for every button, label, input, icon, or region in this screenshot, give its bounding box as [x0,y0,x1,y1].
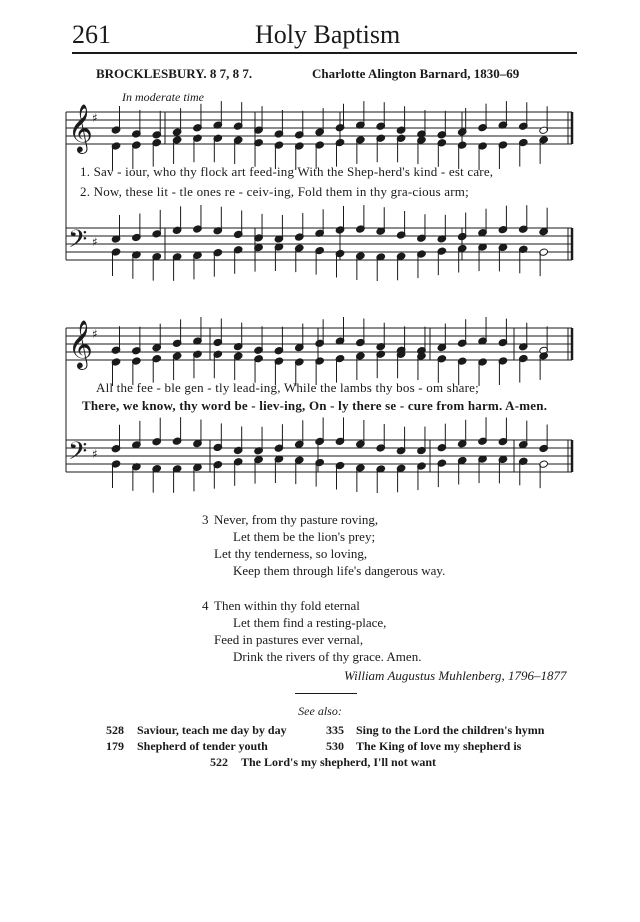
treble-clef: 𝄞 [68,319,93,368]
ref-title: Saviour, teach me day by day [137,723,287,737]
verse-line: Keep them through life's dangerous way. [233,563,446,578]
verse-line: Then within thy fold eternal [214,598,360,613]
bass-clef: 𝄢 [68,437,88,472]
ref-title: Shepherd of tender youth [137,739,268,753]
verse-line: Let thy tenderness, so loving, [214,546,368,561]
verse-number: 4 [202,598,209,613]
text-author: William Augustus Muhlenberg, 1796–1877 [344,668,567,683]
tempo-marking: In moderate time [122,90,204,104]
composer: Charlotte Alington Barnard, 1830–69 [312,66,520,81]
sharp-key: ♯ [92,447,98,461]
page-title: Holy Baptism [255,20,401,49]
bass-clef: 𝄢 [68,225,88,260]
verse-line: Never, from thy pasture roving, [214,512,379,527]
sharp-key: ♯ [92,111,98,125]
treble-clef: 𝄞 [68,103,93,152]
page-number: 261 [72,20,111,49]
ref-title: The Lord's my shepherd, I'll not want [241,755,437,769]
lyric-line: 1. Sav - iour, who thy flock art feed-ing With the Shep-herd's kind - est care, [80,164,494,179]
sharp-key: ♯ [92,327,98,341]
lyric-line: 2. Now, these lit - tle ones re - ceiv-ing, Fold them in thy gra-cious arm; [80,184,469,199]
sharp-key: ♯ [92,235,98,249]
verse-number: 3 [202,512,209,527]
ref-number: 528 [106,723,124,737]
ref-number: 530 [326,739,344,753]
divider [295,693,357,694]
ref-title: The King of love my shepherd is [356,739,522,753]
ref-number: 179 [106,739,124,753]
verse-line: Drink the rivers of thy grace. Amen. [233,649,422,664]
verse-line: Let them be the lion's prey; [233,529,376,544]
lyric-line: There, we know, thy word be - liev-ing, On - ly there se - cure from harm. A-men. [82,398,548,413]
verse-line: Let them find a resting-place, [233,615,387,630]
verse-line: Feed in pastures ever vernal, [214,632,364,647]
ref-number: 335 [326,723,344,737]
see-also-label: See also: [298,704,342,718]
ref-title: Sing to the Lord the children's hymn [356,723,545,737]
lyric-line: All the fee - ble gen - tly lead-ing, While the lambs thy bos - om share; [96,380,479,395]
tune-name: BROCKLESBURY. 8 7, 8 7. [96,66,253,81]
ref-number: 522 [210,755,228,769]
